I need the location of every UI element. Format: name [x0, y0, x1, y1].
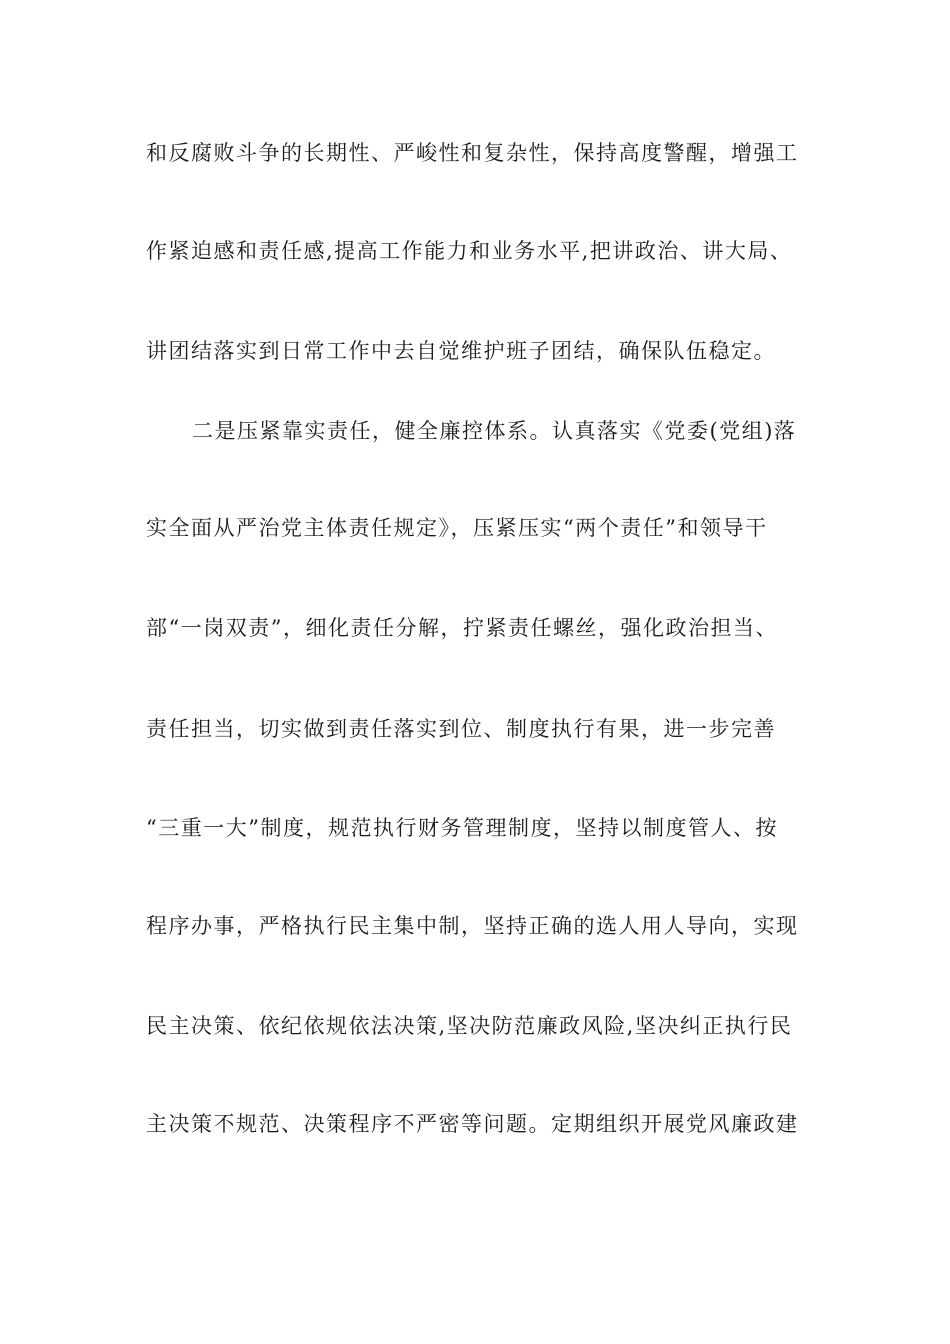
text-line-9: 程序办事，严格执行民主集中制，坚持正确的选人用人导向，实现 [146, 914, 799, 938]
text-line-7: 责任担当，切实做到责任落实到位、制度执行有果，进一步完善 [146, 717, 776, 741]
text-line-1: 和反腐败斗争的长期性、严峻性和复杂性，保持高度警醒，增强工 [146, 141, 799, 165]
text-line-8: “三重一大”制度，规范执行财务管理制度，坚持以制度管人、按 [146, 816, 778, 840]
text-line-6: 部“一岗双责”，细化责任分解，拧紧责任螺丝，强化政治担当、 [146, 616, 778, 640]
text-line-2: 作紧迫感和责任感,提高工作能力和业务水平,把讲政治、讲大局、 [146, 239, 793, 263]
text-line-5: 实全面从严治党主体责任规定》，压紧压实“两个责任”和领导干 [146, 516, 768, 540]
text-line-11: 主决策不规范、决策程序不严密等问题。定期组织开展党风廉政建 [146, 1112, 799, 1136]
text-line-3: 讲团结落实到日常工作中去自觉维护班子团结，确保队伍稳定。 [146, 339, 776, 363]
paragraph-2-line-1: 二是压紧靠实责任，健全廉控体系。认真落实《党委(党组)落 [192, 419, 797, 443]
text-line-10: 民主决策、依纪依规依法决策,坚决防范廉政风险,坚决纠正执行民 [146, 1014, 793, 1038]
